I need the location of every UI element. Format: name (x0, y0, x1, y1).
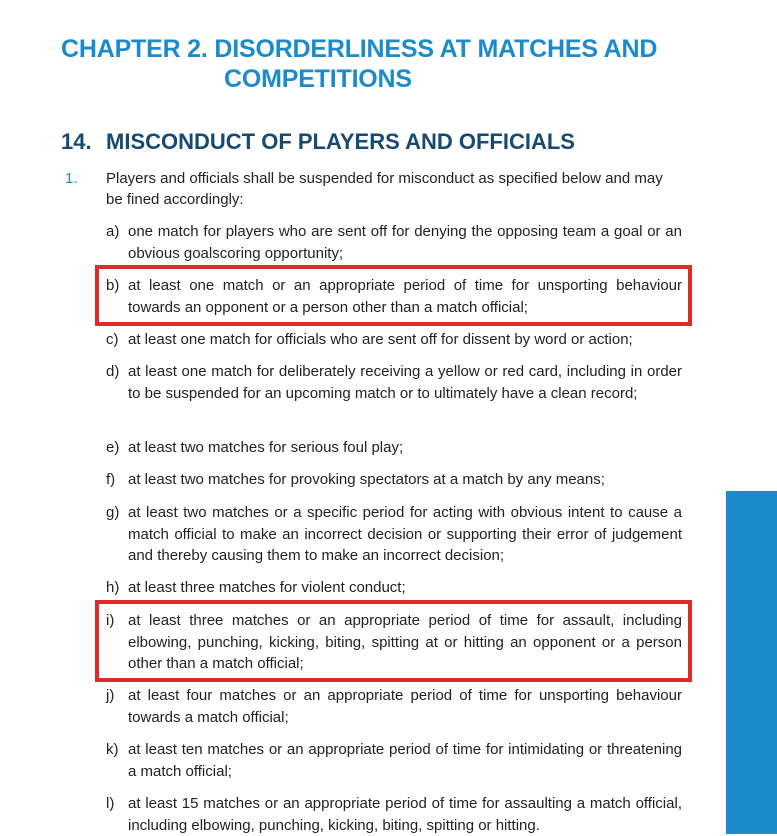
list-item-l (106, 793, 682, 836)
list-item-g (106, 502, 682, 567)
chapter-title-line-1: CHAPTER 2. DISORDERLINESS AT MATCHES AND (61, 35, 658, 63)
item-letter: b) (106, 277, 120, 294)
chapter-title-line-2: COMPETITIONS (224, 65, 412, 93)
item-letter: f) (106, 471, 116, 488)
item-letter: i) (106, 612, 115, 629)
chapter-title (61, 34, 701, 94)
item-letter: k) (106, 741, 119, 758)
item-text: one match for players who are sent off for denying the opposing team a goal or an obvious goalscoring opportunity; (128, 223, 682, 262)
list-item-i (106, 610, 682, 675)
section-heading (61, 128, 701, 156)
item-text: at least one match for officials who are sent off for dissent by word or action; (128, 331, 633, 348)
item-letter: a) (106, 223, 120, 240)
list-item-f (106, 469, 682, 491)
item-text: at least ten matches or an appropriate period of time for intimidating or threatening a match official; (128, 741, 682, 780)
list-item-b (106, 275, 682, 318)
list-item-e (106, 437, 682, 459)
item-text: at least four matches or an appropriate period of time for unsporting behaviour towards a match official; (128, 687, 682, 726)
paragraph-number: 1. (65, 170, 78, 187)
item-text: at least one match or an appropriate period of time for unsporting behaviour towards an opponent or a person other than a match official; (128, 277, 682, 316)
list-item-j (106, 685, 682, 728)
item-letter: c) (106, 331, 119, 348)
item-text: at least 15 matches or an appropriate period of time for assaulting a match official, including elbowing, punching, kicking, biting, spitting or hitting. (128, 795, 682, 834)
item-letter: d) (106, 363, 120, 380)
item-letter: h) (106, 579, 120, 596)
item-text: at least two matches for provoking spectators at a match by any means; (128, 471, 605, 488)
list-item-d (106, 361, 682, 404)
item-letter: e) (106, 439, 120, 456)
item-text: at least two matches or a specific period for acting with obvious intent to cause a match official to make an incorrect decision or supporting their error of judgement and thereby causing them to make an incorrect decision; (128, 504, 682, 564)
item-text: at least three matches or an appropriate period of time for assault, including elbowing, punching, kicking, biting, spitting at or hitting an opponent or a person other than a match official; (128, 612, 682, 672)
item-letter: g) (106, 504, 120, 521)
list-item-a (106, 221, 682, 264)
item-text: at least two matches for serious foul play; (128, 439, 404, 456)
item-letter: l) (106, 795, 115, 812)
item-letter: j) (106, 687, 115, 704)
side-color-bar (726, 491, 777, 834)
paragraph-text: Players and officials shall be suspended for misconduct as specified below and may be fined accordingly: (106, 170, 663, 208)
list-item-c (106, 329, 682, 351)
list-item-k (106, 739, 682, 782)
list-item-h (106, 577, 682, 599)
section-number: 14. (61, 129, 92, 154)
item-text: at least one match for deliberately receiving a yellow or red card, including in order to be suspended for an upcoming match or to ultimately have a clean record; (128, 363, 682, 402)
item-text: at least three matches for violent conduct; (128, 579, 406, 596)
section-title: MISCONDUCT OF PLAYERS AND OFFICIALS (106, 129, 575, 154)
